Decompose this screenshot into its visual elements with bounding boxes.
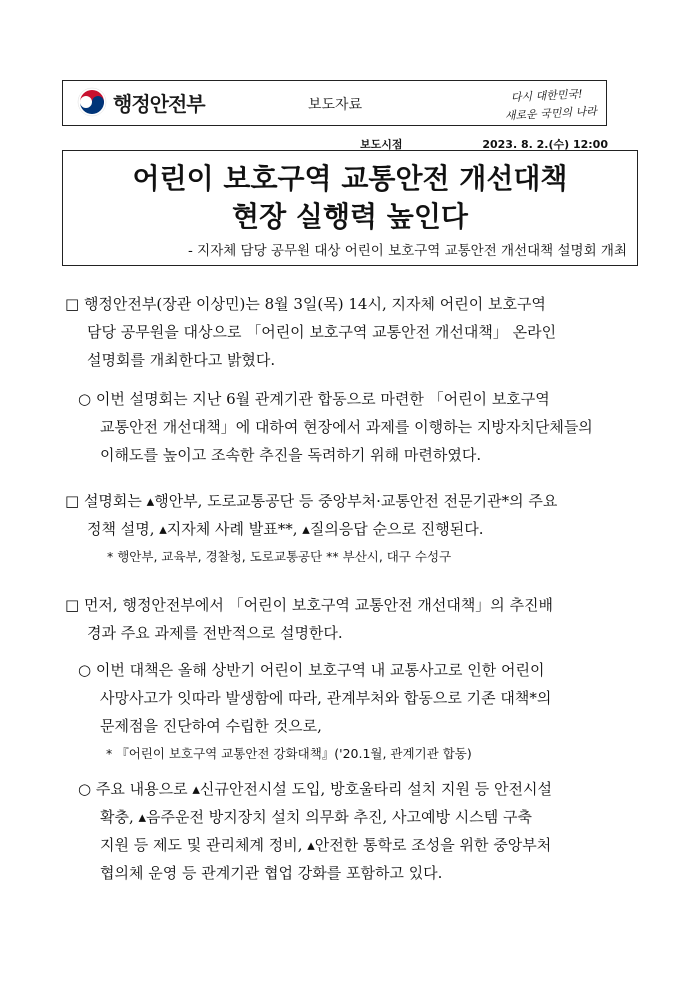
p4-line-2: 경과 주요 과제를 전반적으로 설명한다. xyxy=(87,624,343,642)
headline-line-2: 현장 실행력 높인다 xyxy=(232,200,468,233)
p5-line-3: 문제점을 진단하여 수립한 것으로, xyxy=(100,717,322,735)
ministry-logo xyxy=(77,87,205,117)
p2-line-3: 이해도를 높이고 조속한 추진을 독려하기 위해 마련하였다. xyxy=(100,446,482,464)
svg-text:다시 대한민국!: 다시 대한민국! xyxy=(510,87,583,105)
p5-line-1: ○ 이번 대책은 올해 상반기 어린이 보호구역 내 교통사고로 인한 어린이 xyxy=(78,661,545,679)
paragraph-4 xyxy=(65,591,635,647)
p5-footnote: * 『어린이 보호구역 교통안전 강화대책』('20.1월, 관계기관 합동) xyxy=(106,746,472,761)
title-box xyxy=(62,150,638,266)
p3-line-1: □ 설명회는 ▴행안부, 도로교통공단 등 중앙부처·교통안전 전문기관*의 주요 xyxy=(65,492,558,510)
p6-line-1: ○ 주요 내용으로 ▴신규안전시설 도입, 방호울타리 설치 지원 등 안전시설 xyxy=(78,780,553,798)
release-datetime: 2023. 8. 2.(수) 12:00 xyxy=(482,138,608,151)
p2-line-2: 교통안전 개선대책」에 대하여 현장에서 과제를 이행하는 지방자치단체들의 xyxy=(100,418,593,436)
paragraph-6 xyxy=(78,775,638,887)
p1-line-3: 설명회를 개최한다고 밝혔다. xyxy=(87,351,276,369)
slogan-calligraphy xyxy=(503,85,605,123)
p6-line-4: 협의체 운영 등 관계기관 협업 강화를 포함하고 있다. xyxy=(100,864,443,882)
p3-line-2: 정책 설명, ▴지자체 사례 발표**, ▴질의응답 순으로 진행된다. xyxy=(87,520,484,538)
paragraph-3 xyxy=(65,487,635,571)
headline-line-1: 어린이 보호구역 교통안전 개선대책 xyxy=(132,162,568,195)
p1-line-1: □ 행정안전부(장관 이상민)는 8월 3일(목) 14시, 지자체 어린이 보호구역 xyxy=(65,295,546,313)
release-label: 보도시점 xyxy=(359,138,403,151)
paragraph-2 xyxy=(78,385,638,469)
p5-line-2: 사망사고가 잇따라 발생함에 따라, 관계부처와 합동으로 기존 대책*의 xyxy=(100,689,552,707)
doc-type-label: 보도자료 xyxy=(308,97,363,113)
subtitle: - 지자체 담당 공무원 대상 어린이 보호구역 교통안전 개선대책 설명회 개최 xyxy=(187,243,627,259)
taegeuk-emblem-icon xyxy=(77,87,107,117)
p6-line-2: 확충, ▴음주운전 방지장치 설치 의무화 추진, 사고예방 시스템 구축 xyxy=(100,808,532,826)
p1-line-2: 담당 공무원을 대상으로 「어린이 보호구역 교통안전 개선대책」 온라인 xyxy=(87,323,557,341)
ministry-name: 행정안전부 xyxy=(113,91,205,116)
p6-line-3: 지원 등 제도 및 관리체계 정비, ▴안전한 통학로 조성을 위한 중앙부처 xyxy=(100,836,552,854)
svg-text:새로운 국민의 나라: 새로운 국민의 나라 xyxy=(504,104,598,123)
paragraph-5 xyxy=(78,656,638,768)
p4-line-1: □ 먼저, 행정안전부에서 「어린이 보호구역 교통안전 개선대책」의 추진배 xyxy=(65,596,554,614)
paragraph-1 xyxy=(65,290,635,374)
p2-line-1: ○ 이번 설명회는 지난 6월 관계기관 합동으로 마련한 「어린이 보호구역 xyxy=(78,390,550,408)
header-box xyxy=(62,80,607,126)
p3-footnote: * 행안부, 교육부, 경찰청, 도로교통공단 ** 부산시, 대구 수성구 xyxy=(107,549,452,564)
